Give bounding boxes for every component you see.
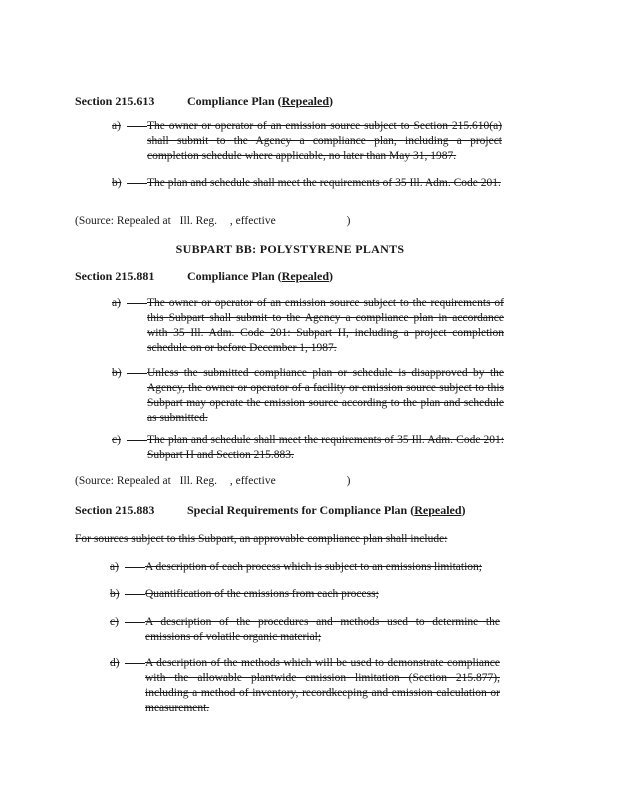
item-label: a) [112, 120, 121, 132]
section-215-883-heading [75, 503, 466, 518]
item-text: The owner or operator of an emission source subject to Section 215.610(a) shall submit to the Agency a compliance plan, including a project completion schedule where applicable, no later than May 31, 1987. [147, 120, 502, 162]
list-item [112, 296, 512, 358]
list-item [112, 366, 512, 428]
item-text: Quantification of the emissions from each process; [145, 588, 379, 600]
list-item [110, 587, 520, 604]
list-item [110, 615, 520, 647]
intro-paragraph: For sources subject to this Subpart, an approvable compliance plan shall include: [75, 533, 448, 545]
item-label: c) [112, 434, 121, 446]
item-text: A description of the procedures and methods used to determine the emissions of volatile organic material; [145, 616, 500, 643]
section-title: Special Requirements for Compliance Plan (Repealed) [187, 503, 466, 517]
item-text: A description of the methods which will be used to demonstrate compliance with the allowable plantwide emission limitation (Section 215.877), including a method of inventory, recordkeeping and emission calculation or measurement. [145, 657, 500, 714]
section-number: Section 215.613 [75, 94, 155, 108]
item-label: c) [110, 616, 119, 628]
item-label: a) [112, 297, 121, 309]
section-number: Section 215.883 [75, 503, 155, 517]
item-label: b) [112, 367, 122, 379]
section-215-881-heading [75, 269, 333, 284]
item-text: The plan and schedule shall meet the requirements of 35 Ill. Adm. Code 201: Subpart H and Section 215.883. [147, 434, 504, 461]
item-label: d) [110, 657, 120, 669]
repealed-marker: Repealed [281, 94, 329, 108]
list-item [112, 119, 512, 165]
list-item [112, 433, 512, 465]
section-number: Section 215.881 [75, 269, 155, 283]
list-item [110, 560, 520, 577]
list-item [112, 176, 512, 208]
section-215-613-heading [75, 94, 333, 109]
item-label: a) [110, 561, 119, 573]
item-label: b) [112, 177, 122, 189]
item-text: The plan and schedule shall meet the requirements of 35 Ill. Adm. Code 201. [147, 177, 501, 189]
repealed-marker: Repealed [414, 503, 462, 517]
section-title: Compliance Plan (Repealed) [187, 269, 333, 283]
source-note: (Source: Repealed at Ill. Reg. , effective ) [75, 215, 351, 227]
source-note: (Source: Repealed at Ill. Reg. , effective ) [75, 475, 351, 487]
item-text: A description of each process which is subject to an emissions limitation; [145, 561, 482, 573]
item-text: The owner or operator of an emission source subject to the requirements of this Subpart shall submit to the Agency a compliance plan in accordance with 35 Ill. Adm. Code 201: Subpart H, including a project completion schedule on or before December 1, 1987. [147, 297, 504, 354]
subpart-title: SUBPART BB: POLYSTYRENE PLANTS [175, 242, 405, 256]
section-title: Compliance Plan (Repealed) [187, 94, 333, 108]
item-text: Unless the submitted compliance plan or schedule is disapproved by the Agency, the owner or operator of a facility or emission source subject to this Subpart may operate the emission source according to the plan and schedule as submitted. [147, 367, 504, 424]
item-label: b) [110, 588, 120, 600]
repealed-marker: Repealed [281, 269, 329, 283]
list-item [110, 656, 520, 718]
